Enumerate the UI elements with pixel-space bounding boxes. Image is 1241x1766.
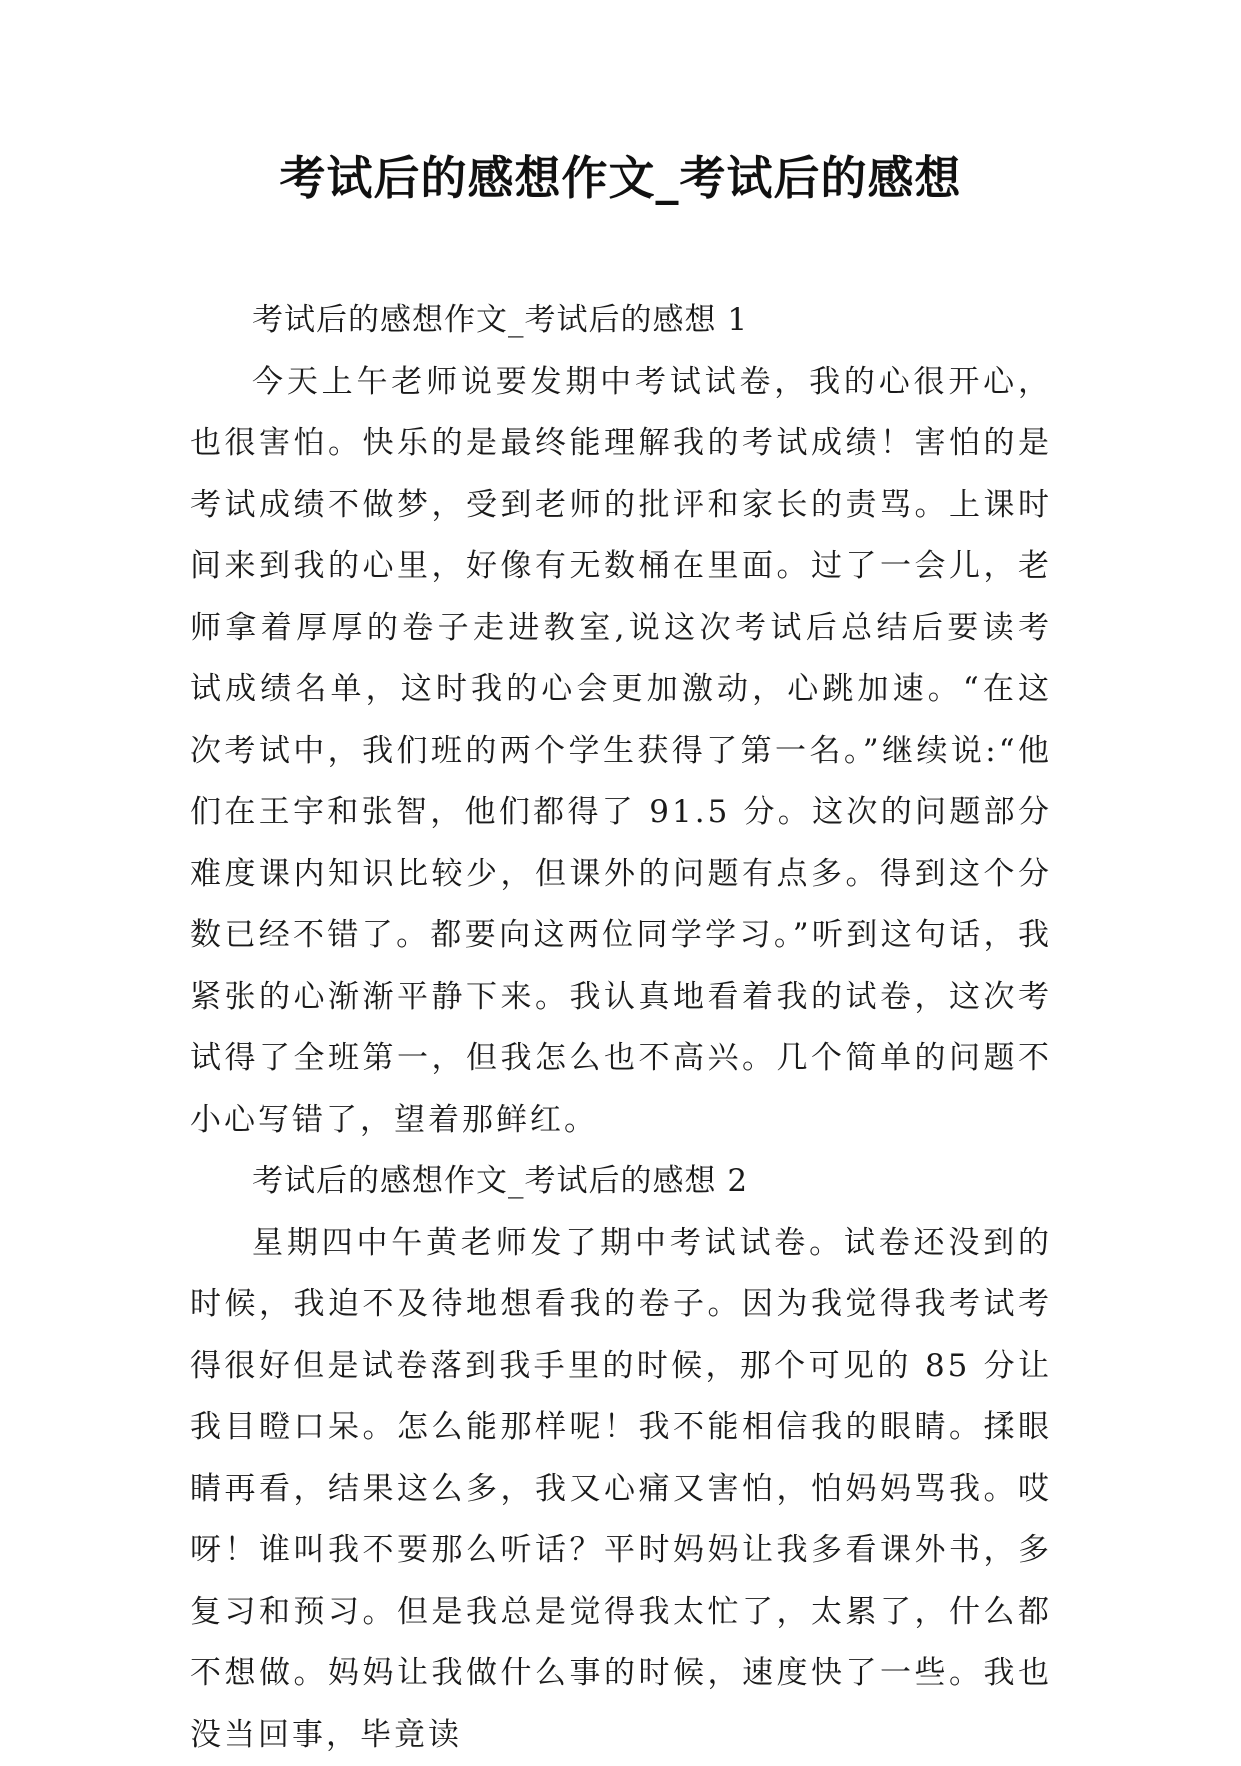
section-paragraph-2: 星期四中午黄老师发了期中考试试卷。试卷还没到的时候，我迫不及待地想看我的卷子。因为我觉得我考试考得很好但是试卷落到我手里的时候，那个可见的 85 分让我目瞪口呆。怎么能那样呢！我不能相信我的眼睛。揉眼睛再看，结果这么多，我又心痛又害怕，怕妈妈骂我。哎呀！谁叫我不要那么听话？平时妈妈让我多看课外书，多复习和预习。但是我总是觉得我太忙了，太累了，什么都不想做。妈妈让我做什么事的时候，速度快了一些。我也没当回事，毕竟读 bbox=[190, 1213, 1052, 1766]
section-heading-2: 考试后的感想作文_考试后的感想 2 bbox=[190, 1151, 1052, 1213]
document-title: 考试后的感想作文_考试后的感想 bbox=[0, 148, 1241, 208]
section-paragraph-1: 今天上午老师说要发期中考试试卷，我的心很开心，也很害怕。快乐的是最终能理解我的考试成绩！害怕的是考试成绩不做梦，受到老师的批评和家长的责骂。上课时间来到我的心里，好像有无数桶在里面。过了一会儿，老师拿着厚厚的卷子走进教室,说这次考试后总结后要读考试成绩名单，这时我的心会更加激动，心跳加速。“在这次考试中，我们班的两个学生获得了第一名。”继续说:“他们在王宇和张智，他们都得了 91.5 分。这次的问题部分难度课内知识比较少，但课外的问题有点多。得到这个分数已经不错了。都要向这两位同学学习。”听到这句话，我紧张的心渐渐平静下来。我认真地看着我的试卷，这次考试得了全班第一，但我怎么也不高兴。几个简单的问题不小心写错了，望着那鲜红。 bbox=[190, 352, 1052, 1152]
document-body bbox=[190, 290, 1052, 1766]
section-heading-1: 考试后的感想作文_考试后的感想 1 bbox=[190, 290, 1052, 352]
